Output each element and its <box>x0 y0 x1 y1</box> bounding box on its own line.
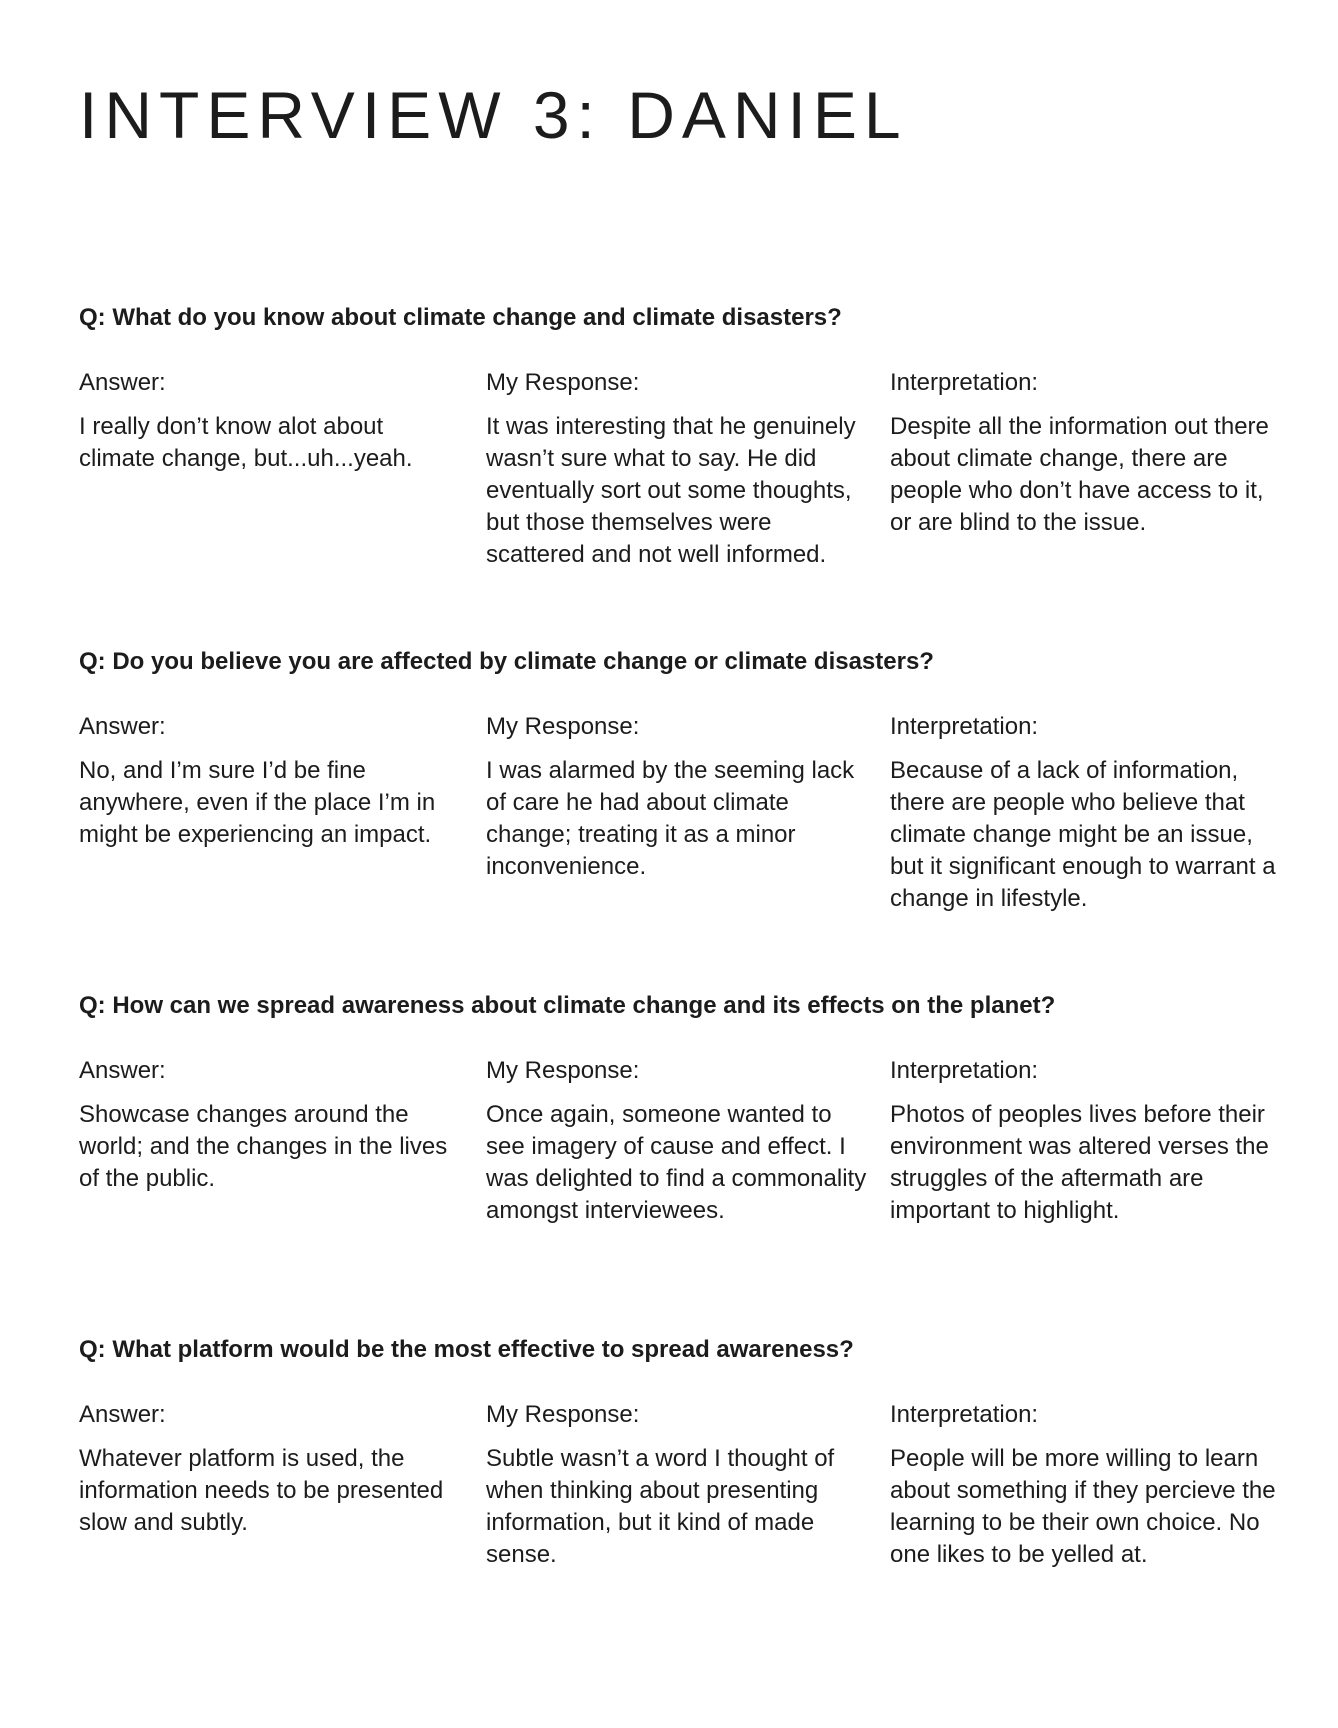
response-label: My Response: <box>486 1400 640 1428</box>
response-text: Once again, someone wanted to see imagery of cause and effect. I was delighted to find a commonality amongst interviewees. <box>486 1100 867 1224</box>
question-heading: Q: What platform would be the most effective to spread awareness? <box>79 1336 854 1363</box>
interview-section <box>79 304 1279 568</box>
columns <box>79 712 1279 912</box>
answer-text: I really don’t know alot about climate change, but...uh...yeah. <box>79 412 413 472</box>
response-column <box>486 713 868 883</box>
response-label: My Response: <box>486 368 640 396</box>
interpretation-text: Despite all the information out there about climate change, there are people who don’t have access to it, or are blind to the issue. <box>890 412 1269 536</box>
response-column <box>486 369 868 571</box>
answer-label: Answer: <box>79 712 166 740</box>
interview-section <box>79 648 1279 912</box>
answer-label: Answer: <box>79 368 166 396</box>
interpretation-text: Because of a lack of information, there are people who believe that climate change might be an issue, but it significant enough to warrant a change in lifestyle. <box>890 756 1276 912</box>
question-heading: Q: How can we spread awareness about climate change and its effects on the planet? <box>79 992 1056 1019</box>
response-column <box>486 1401 868 1571</box>
columns <box>79 368 1279 568</box>
interview-section <box>79 992 1279 1224</box>
interview-section <box>79 1336 1279 1568</box>
interpretation-text: People will be more willing to learn about something if they percieve the learning to be their own choice. No one likes to be yelled at. <box>890 1444 1276 1568</box>
interpretation-column <box>890 1057 1280 1227</box>
interpretation-label: Interpretation: <box>890 712 1039 740</box>
answer-text: Showcase changes around the world; and the changes in the lives of the public. <box>79 1100 448 1192</box>
answer-column <box>79 1401 464 1539</box>
interpretation-label: Interpretation: <box>890 1056 1039 1084</box>
answer-label: Answer: <box>79 1400 166 1428</box>
response-label: My Response: <box>486 712 640 740</box>
question-heading: Q: Do you believe you are affected by climate change or climate disasters? <box>79 648 934 675</box>
answer-column <box>79 713 464 851</box>
columns <box>79 1056 1279 1224</box>
answer-column <box>79 1057 464 1195</box>
interpretation-text: Photos of peoples lives before their environment was altered verses the struggles of the aftermath are important to highlight. <box>890 1100 1269 1224</box>
interpretation-label: Interpretation: <box>890 368 1039 396</box>
answer-label: Answer: <box>79 1056 166 1084</box>
page-title: INTERVIEW 3: DANIEL <box>79 78 908 152</box>
response-text: I was alarmed by the seeming lack of care he had about climate change; treating it as a minor inconvenience. <box>486 756 855 880</box>
interpretation-column <box>890 1401 1280 1571</box>
interpretation-label: Interpretation: <box>890 1400 1039 1428</box>
response-column <box>486 1057 868 1227</box>
response-text: It was interesting that he genuinely wasn’t sure what to say. He did eventually sort out some thoughts, but those themselves were scattered and not well informed. <box>486 412 856 568</box>
interpretation-column <box>890 713 1280 915</box>
question-heading: Q: What do you know about climate change and climate disasters? <box>79 304 842 331</box>
interpretation-column <box>890 369 1280 539</box>
answer-column <box>79 369 464 475</box>
answer-text: Whatever platform is used, the information needs to be presented slow and subtly. <box>79 1444 444 1536</box>
response-text: Subtle wasn’t a word I thought of when thinking about presenting information, but it kind of made sense. <box>486 1444 835 1568</box>
answer-text: No, and I’m sure I’d be fine anywhere, even if the place I’m in might be experiencing an impact. <box>79 756 436 848</box>
response-label: My Response: <box>486 1056 640 1084</box>
columns <box>79 1400 1279 1568</box>
